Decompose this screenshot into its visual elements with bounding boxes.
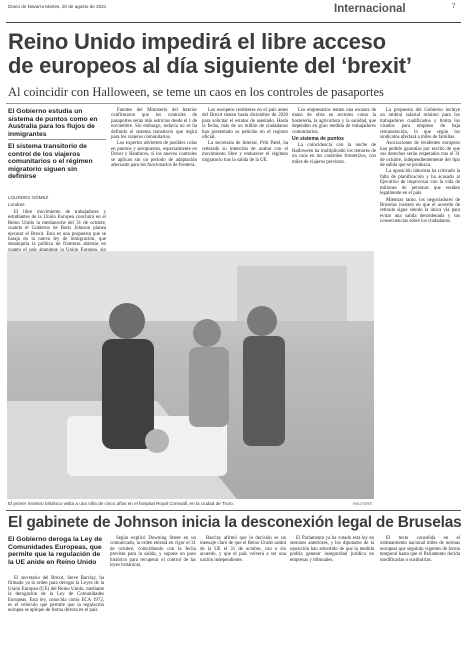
publication-info: Diario de Navarra Martes, 20 de agosto de 2021 bbox=[8, 4, 107, 9]
paragraph: Los europeos residentes en el país antes del Brexit tienen hasta diciembre de 2020 para solicitar el estatus de asentado. Hasta la fecha, más de un millón de ciudadanos han presentado su petición en el registro oficial. bbox=[202, 108, 288, 141]
subheadline: Al coincidir con Halloween, se teme un caos en los controles de pasaportes bbox=[8, 85, 384, 99]
byline: LOURDES GÓMEZ bbox=[8, 195, 49, 200]
paragraph: La propuesta del Gobierno incluye un umbral salarial mínimo para los trabajadores cualificados y limita los visados para empleos de baja remuneración, lo que según los sindicatos afectará a miles de familias. bbox=[380, 108, 460, 141]
second-column-1 bbox=[8, 576, 104, 640]
paragraph: Según explicó Downing Street en un comunicado, la orden entrará en vigor el 31 de octubre, coincidiendo con la fecha prevista para la salida, y supone un paso histórico para recuperar el control de las leyes británicas. bbox=[110, 536, 196, 569]
paragraph: Fuentes del Ministerio del Interior confirmaron que los controles de pasaportes serán más estrictos desde el 1 de noviembre. Sin embargo, todavía no se ha definido el sistema transitorio que regirá para los viajeros comunitarios. bbox=[111, 108, 197, 141]
paragraph: Asociaciones de residentes europeos han pedido garantías por escrito de que sus derechos serán respetados tras el 31 de octubre, independientemente del tipo de salida que se produzca. bbox=[380, 141, 460, 169]
paragraph: El secretario del Brexit, Steve Barclay, ha firmado ya la orden para derogar la Leyes de la Unión Europea (UE) del Reino Unido, mediante la derogación de la Ley de Comunidades Europeas. Esta ley, conocida como ECA 1972, es el vehículo que permite que la regulación europea se aplique de forma directa en el país. bbox=[8, 576, 104, 614]
sidebar-highlight-2: El sistema transitorio de control de los viajeros comunitarios o el régimen migratorio siguen sin definirse bbox=[8, 143, 93, 181]
photo-illustration bbox=[7, 251, 374, 499]
second-column-2 bbox=[110, 536, 196, 640]
article-column-3 bbox=[202, 108, 288, 250]
article-column-4 bbox=[292, 108, 376, 250]
header-rule bbox=[6, 22, 461, 23]
paragraph: Los expertos advierten de posibles colas en puertos y aeropuertos, especialmente en Dover y Heathrow, si los nuevos controles se aplican sin un periodo de adaptación adecuado para los funcionarios de frontera. bbox=[111, 141, 197, 169]
paragraph: La secretaria de Interior, Priti Patel, ha reiterado su intención de acabar con el movimiento libre y endurecer el régimen migratorio tras la salida de la UE. bbox=[202, 141, 288, 163]
paragraph: El Parlamento ya ha votado esta ley en sesiones anteriores, y los diputados de la oposición han advertido de que la medida podría generar inseguridad jurídica en empresas y tribunales. bbox=[290, 536, 374, 563]
photo-caption: El primer ministro británico visita a una niña de cinco años en el hospital Royal Cornwall, en la ciudad de Truro. bbox=[8, 501, 234, 506]
second-column-5 bbox=[380, 536, 460, 640]
second-sidebar-highlight: El Gobierno deroga la Ley de Comunidades Europeas, que permite que la regulación de la UE anide en Reino Unido bbox=[8, 536, 103, 566]
news-photo bbox=[7, 251, 374, 499]
sidebar-highlight-1: El Gobierno estudia un sistema de puntos como en Australia para los flujos de inmigrantes bbox=[8, 108, 98, 138]
paragraph: El libre movimiento de trabajadores y estudiantes de la Unión Europea concluirá en el Reino Unido la medianoche del 31 de octubre, cuando el Gobierno de Boris Johnson planea ejecutar el Brexit. Esta es una propuesta que se baraja en la nueva ley de inmigración, que desalojaría la política de fronteras abiertas en bbox=[8, 210, 106, 248]
paragraph: Barclay afirmó que la decisión es un mensaje claro de que el Reino Unido saldrá de la UE el 31 de octubre, con o sin acuerdo, y que el país volverá a ser una nación independiente. bbox=[200, 536, 286, 563]
dateline: Londres bbox=[8, 202, 25, 207]
paragraph: Los empresarios temen una escasez de mano de obra en sectores como la hostelería, la agricultura y la sanidad, que dependen en gran medida de trabajadores comunitarios. bbox=[292, 108, 376, 135]
subhead-rule bbox=[6, 103, 461, 104]
article-column-2 bbox=[111, 108, 197, 250]
page-number: 7 bbox=[452, 4, 456, 10]
paragraph: La oposición laborista ha criticado la falta de planificación y ha acusado al Ejecutivo de improvisar con la vida de millones de personas que residen legalmente en el país. bbox=[380, 169, 460, 197]
headline-line-1: Reino Unido impedirá el libre acceso bbox=[8, 29, 386, 54]
second-column-3 bbox=[200, 536, 286, 640]
paragraph: El texto consolida en el ordenamiento nacional miles de normas europeas que seguirán vigentes de forma temporal hasta que el Parlamento decida modificarlas o sustituirlas. bbox=[380, 536, 460, 563]
section-title: Internacional bbox=[334, 3, 406, 15]
second-column-4 bbox=[290, 536, 374, 640]
column-subheading: Un sistema de puntos bbox=[292, 136, 344, 143]
article-column-1 bbox=[8, 210, 106, 250]
section-divider bbox=[6, 510, 461, 511]
second-headline: El gabinete de Johnson inicia la desconexión legal de Bruselas bbox=[8, 514, 462, 531]
paragraph: Mientras tanto, los negociadores de Bruselas insisten en que el acuerdo de retirada sigue siendo la única vía para evitar una salida desordenada y sus consecuencias sobre los ciudadanos. bbox=[380, 197, 460, 225]
sidebar-divider bbox=[8, 139, 106, 140]
headline-line-2: de europeos al día siguiente del ‘brexit’ bbox=[8, 53, 412, 78]
article-column-5 bbox=[380, 108, 460, 502]
paragraph: La coincidencia con la noche de Halloween ha multiplicado los temores de un caos en los controles fronterizos, con miles de viajeros previstos. bbox=[292, 143, 376, 165]
photo-credit: REUTERS bbox=[353, 501, 373, 506]
